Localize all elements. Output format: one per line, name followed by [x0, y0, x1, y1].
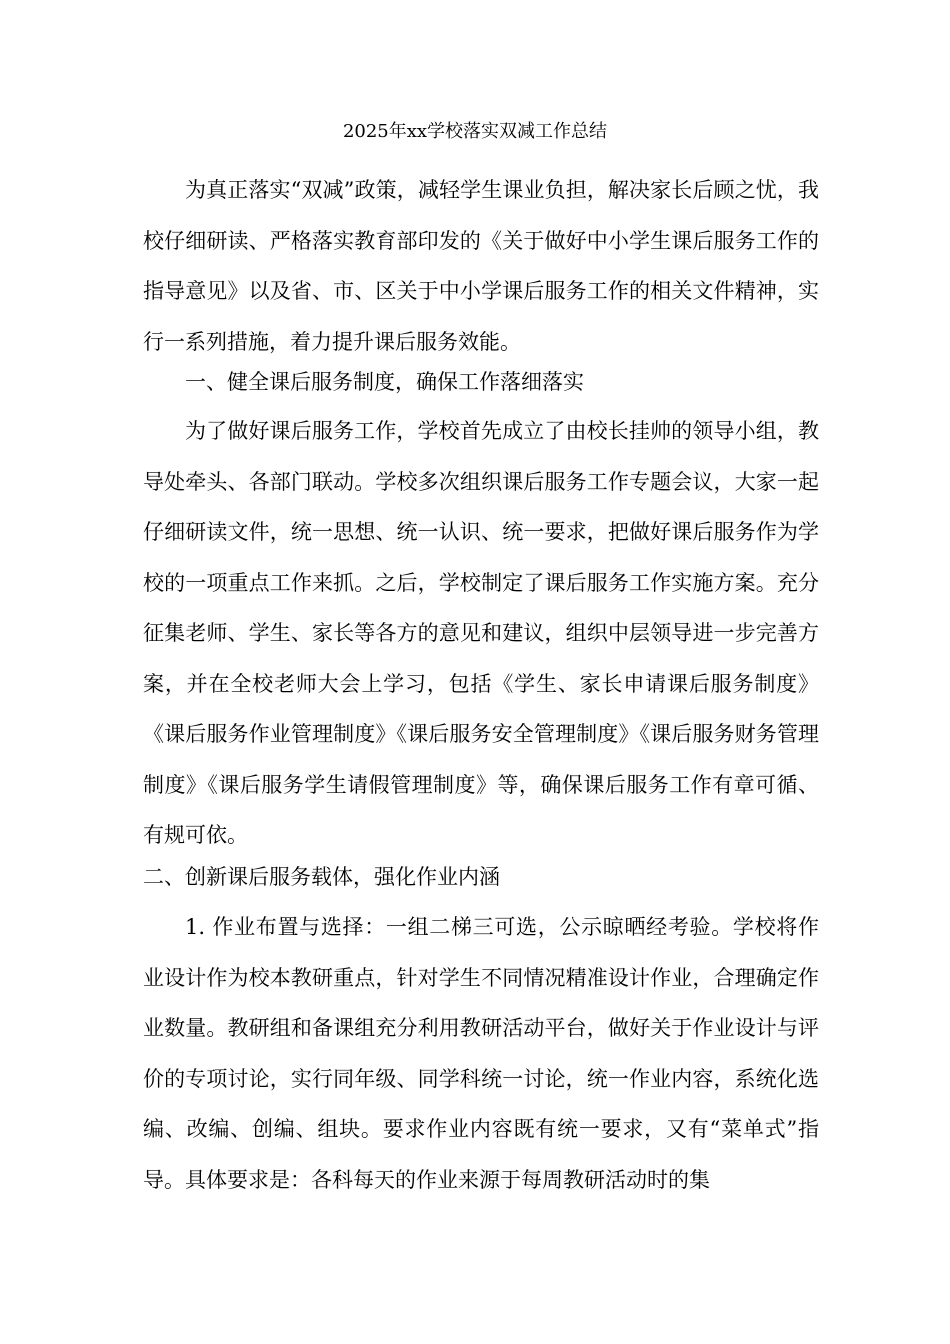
intro-paragraph: 为真正落实“双减”政策，减轻学生课业负担，解决家长后顾之忧，我校仔细研读、严格落实教育部印发的《关于做好中小学生课后服务工作的指导意见》以及省、市、区关于中小学课后服务工作的相关文件精神，实行一系列措施，着力提升课后服务效能。 — [143, 178, 819, 354]
section-heading-2: 二、创新课后服务载体，强化作业内涵 — [143, 865, 500, 889]
section-heading-1: 一、健全课后服务制度，确保工作落细落实 — [185, 370, 584, 394]
section-2-item-1-paragraph: 1. 作业布置与选择：一组二梯三可选，公示晾晒经考验。学校将作业设计作为校本教研重点，针对学生不同情况精准设计作业，合理确定作业数量。教研组和备课组充分利用教研活动平台，做好关于作业设计与评价的专项讨论，实行同年级、同学科统一讨论，统一作业内容，系统化选编、改编、创编、组块。要求作业内容既有统一要求，又有“菜单式”指导。具体要求是：各科每天的作业来源于每周教研活动时的集 — [143, 915, 819, 1192]
document-title: 2025年xx学校落实双减工作总结 — [342, 121, 608, 142]
section-1-paragraph: 为了做好课后服务工作，学校首先成立了由校长挂帅的领导小组，教导处牵头、各部门联动。学校多次组织课后服务工作专题会议，大家一起仔细研读文件，统一思想、统一认识、统一要求，把做好课后服务作为学校的一项重点工作来抓。之后，学校制定了课后服务工作实施方案。充分征集老师、学生、家长等各方的意见和建议，组织中层领导进一步完善方案，并在全校老师大会上学习，包括《学生、家长申请课后服务制度》《课后服务作业管理制度》《课后服务安全管理制度》《课后服务财务管理制度》《课后服务学生请假管理制度》等，确保课后服务工作有章可循、有规可依。 — [143, 419, 819, 847]
